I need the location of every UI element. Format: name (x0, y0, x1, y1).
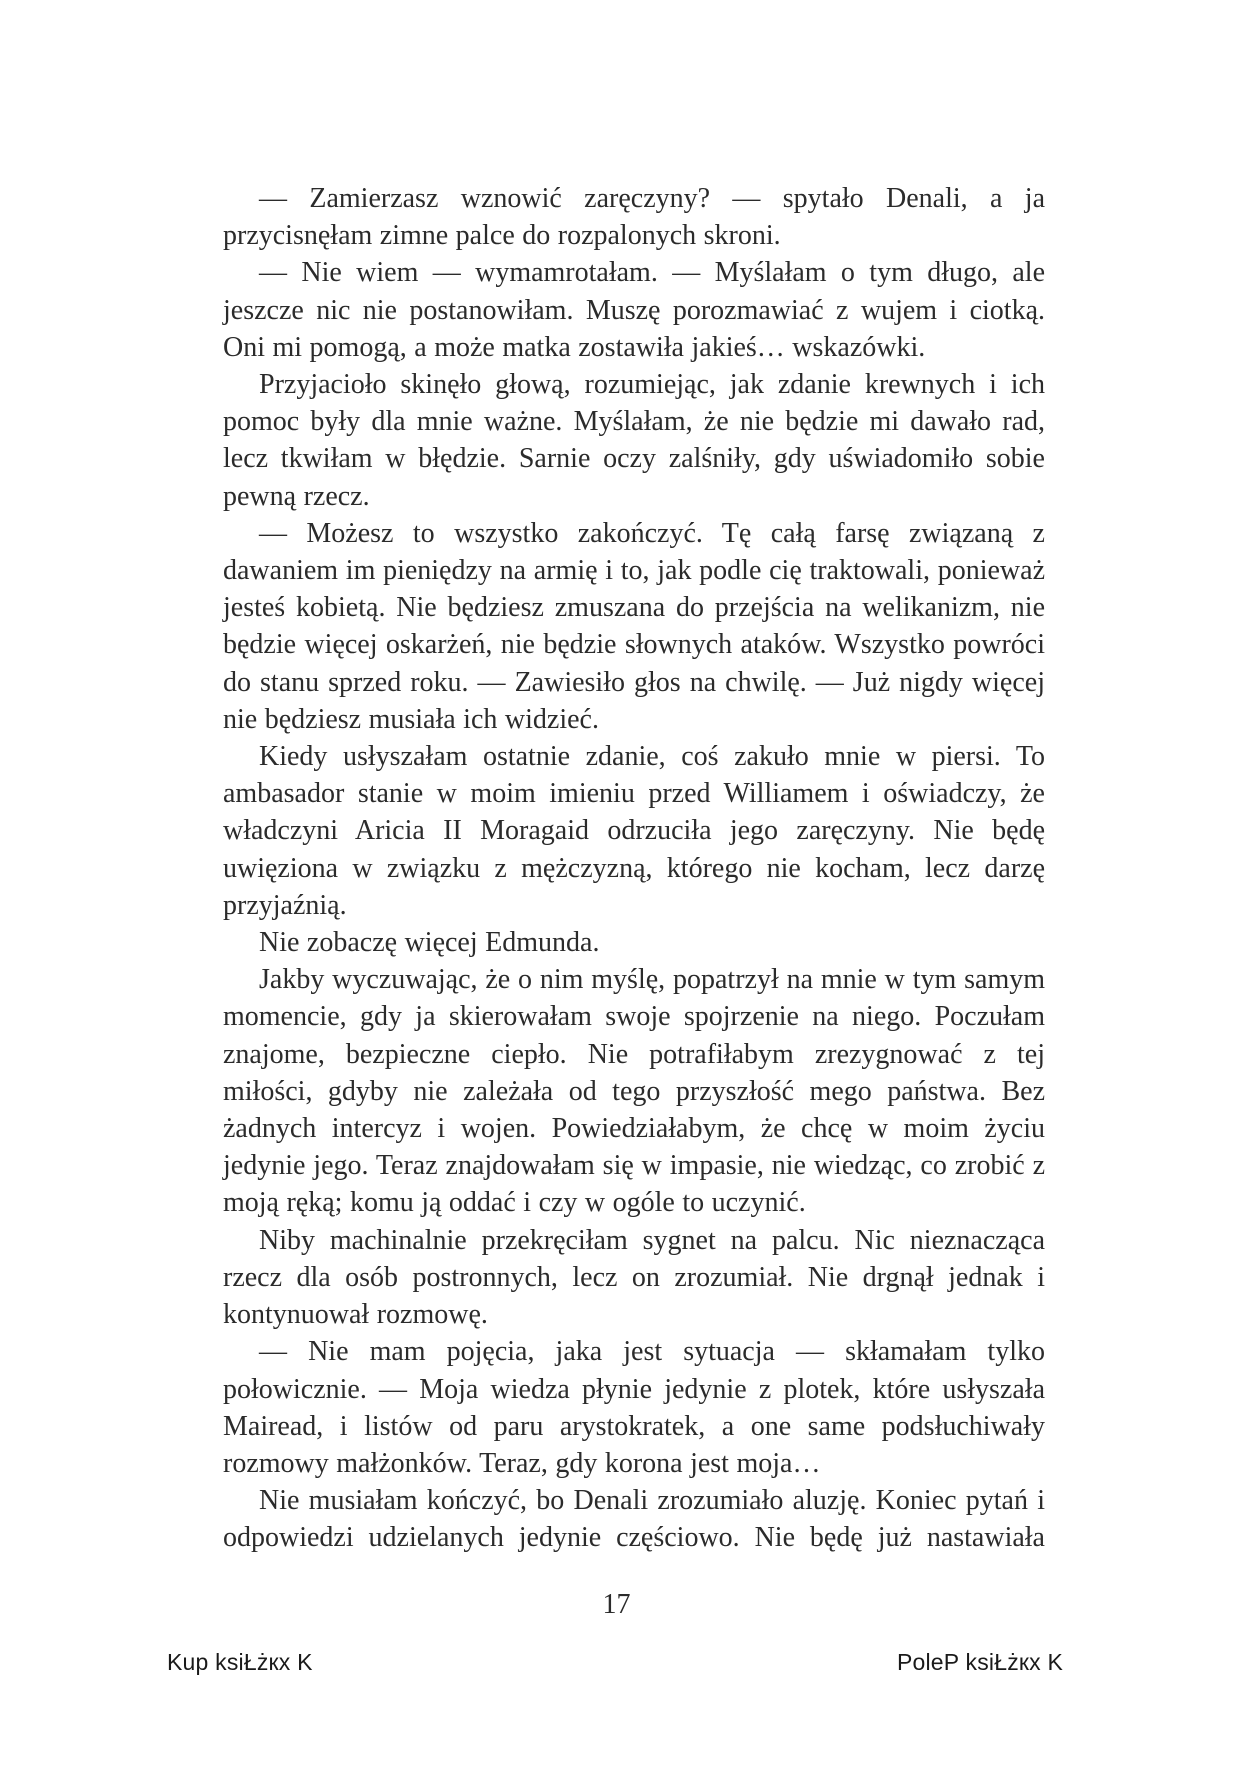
paragraph: — Nie wiem — wymamrotałam. — Myślałam o tym długo, ale jeszcze nic nie postanowiłam. Muszę porozmawiać z wujem i ciotką. Oni mi pomogą, a może matka zostawiła jakieś… wskazówki. (223, 257, 1045, 363)
paragraph: Jakby wyczuwając, że o nim myślę, popatrzył na mnie w tym samym momencie, gdy ja skierowałam swoje spojrzenie na niego. Poczułam znajome, bezpieczne ciepło. Nie potrafiłabym zrezygnować z tej miłości, gdyby nie zależała od tego przyszłość mego państwa. Bez żadnych intercyz i wojen. Powiedziałabym, że chcę w moim życiu jedynie jego. Teraz znajdowałam się w impasie, nie wiedząc, co zrobić z moją ręką; komu ją oddać i czy w ogóle to uczynić. (223, 964, 1045, 1219)
paragraph: — Zamierzasz wznowić zaręczyny? — spytało Denali, a ja przycisnęłam zimne palce do rozpalonych skroni. (223, 183, 1045, 252)
rate-book-link[interactable]: PoleP ksiŁżкх K (896, 1649, 1063, 1675)
paragraph: Nie zobaczę więcej Edmunda. (259, 927, 600, 959)
page-body (223, 180, 1045, 1557)
paragraph: — Możesz to wszystko zakończyć. Tę całą farsę związaną z dawaniem im pieniędzy na armię i to, jak podle cię traktowali, ponieważ jesteś kobietą. Nie będziesz zmuszana do przejścia na welikanizm, nie będzie więcej oskarżeń, nie będzie słownych ataków. Wszystko powróci do stanu sprzed roku. — Zawiesiło głos na chwilę. — Już nigdy więcej nie będziesz musiała ich widzieć. (223, 517, 1045, 735)
paragraph: Kiedy usłyszałam ostatnie zdanie, coś zakuło mnie w piersi. To ambasador stanie w moim imieniu przed Williamem i oświadczy, że władczyni Aricia II Moragaid odrzuciła jego zaręczyny. Nie będę uwięziona w związku z mężczyzną, którego nie kocham, lecz darzę przyjaźnią. (223, 741, 1045, 921)
paragraph: Nie musiałam kończyć, bo Denali zrozumiało aluzję. Koniec pytań i odpowiedzi udzielanych jedynie częściowo. Nie będę już nastawiała (223, 1485, 1045, 1554)
paragraph: Niby machinalnie przekręciłam sygnet na palcu. Nic nieznacząca rzecz dla osób postronnych, lecz on zrozumiał. Nie drgnął jednak i kontynuował rozmowę. (223, 1224, 1045, 1331)
paragraph: Przyjacioło skinęło głową, rozumiejąc, jak zdanie krewnych i ich pomoc były dla mnie ważne. Myślałam, że nie będzie mi dawało rad, lecz tkwiłam w błędzie. Sarnie oczy zalśniły, gdy uświadomiło sobie pewną rzecz. (223, 369, 1045, 512)
page-number: 17 (602, 1589, 631, 1620)
paragraph: — Nie mam pojęcia, jaka jest sytuacja — skłamałam tylko połowicznie. — Moja wiedza płynie jedynie z plotek, które usłyszała Mairead, i listów od paru arystokratek, a one same podsłuchiwały rozmowy małżonków. Teraz, gdy korona jest moja… (223, 1336, 1045, 1479)
buy-book-link[interactable]: Kup ksiŁżкх K (167, 1649, 313, 1675)
